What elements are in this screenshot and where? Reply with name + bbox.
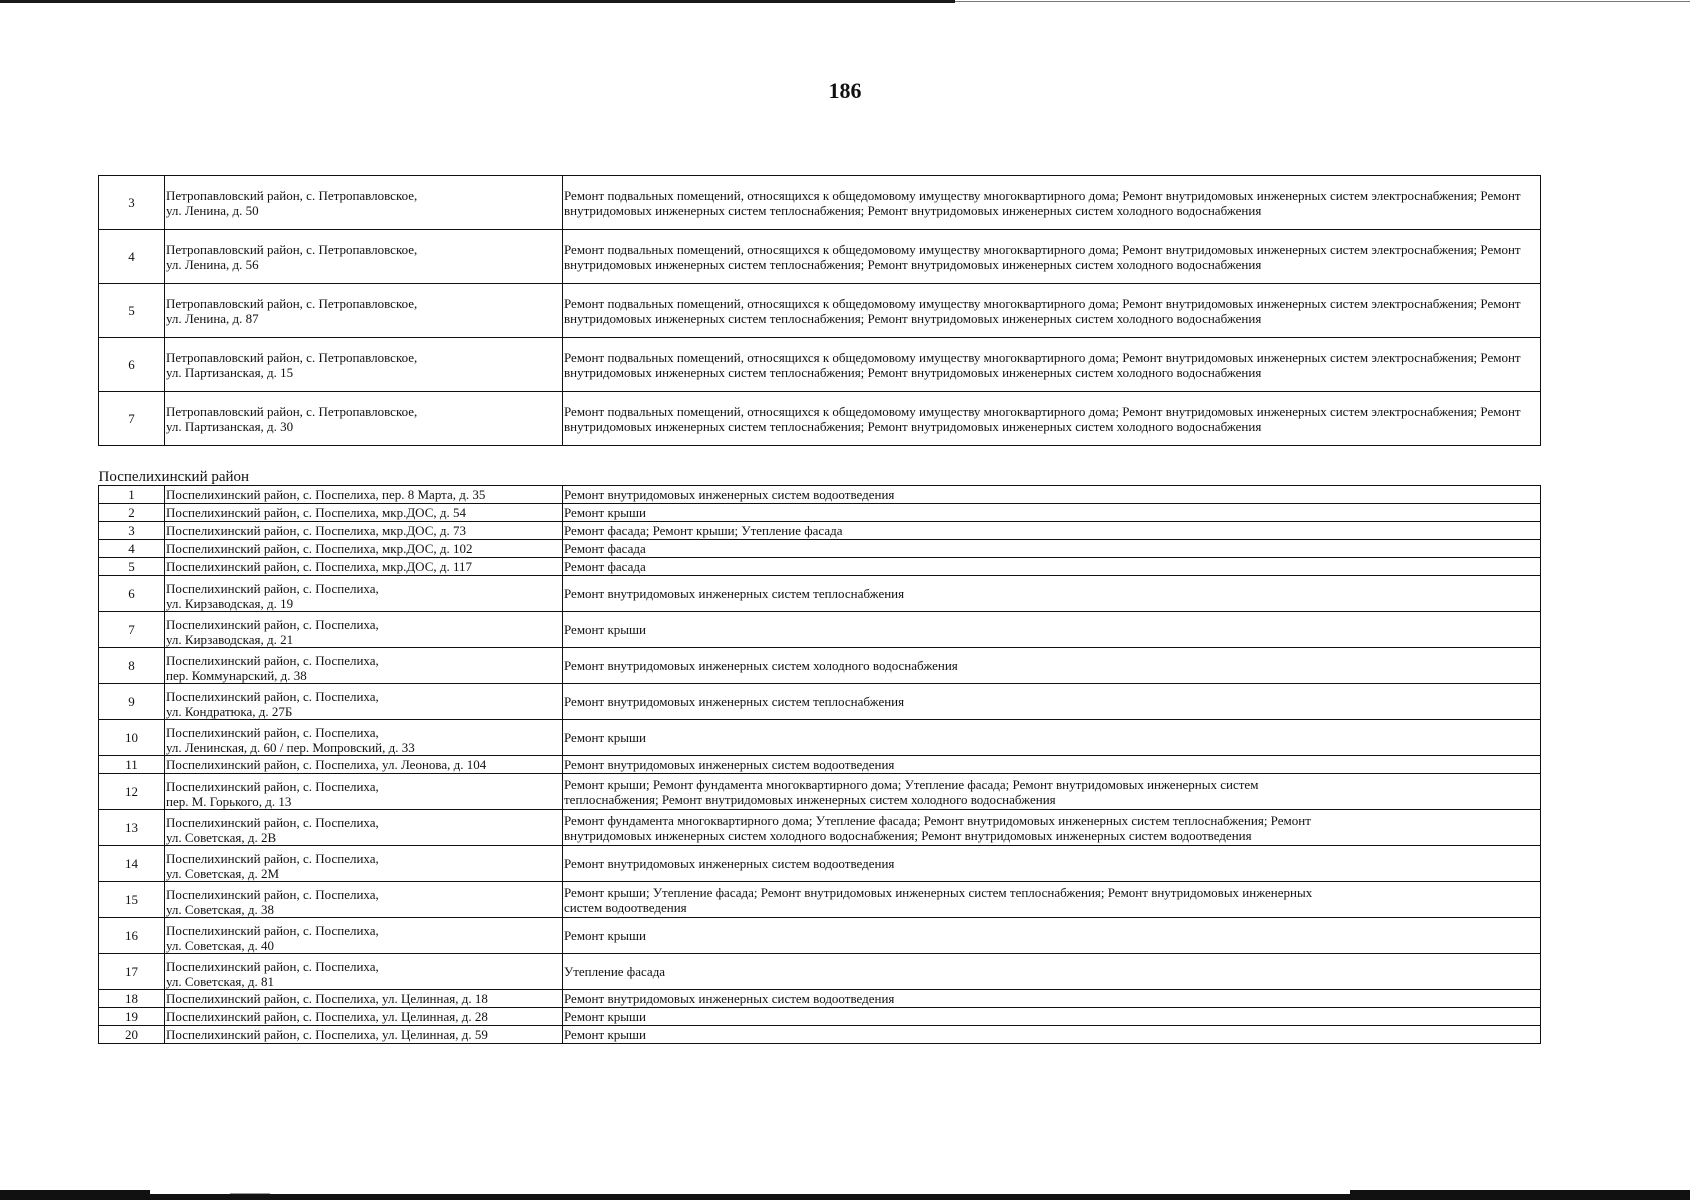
works-cell	[563, 486, 1541, 504]
table-row	[99, 918, 1541, 954]
address-line: ул. Советская, д. 40	[166, 938, 275, 953]
address-line: Поспелихинский район, с. Поспелиха, пер. 8 Марта, д. 35	[166, 487, 486, 502]
table-row	[99, 392, 1541, 446]
row-number: 7	[99, 612, 165, 648]
address-line: Поспелихинский район, с. Поспелиха,	[166, 887, 379, 902]
works-cell	[563, 648, 1541, 684]
works-line: Ремонт крыши	[564, 505, 646, 520]
works-line: Ремонт крыши; Ремонт фундамента многоквартирного дома; Утепление фасада; Ремонт внутридомовых инженерных систем	[564, 776, 1259, 792]
table-row	[99, 612, 1541, 648]
works-line: Ремонт фасада; Ремонт крыши; Утепление фасада	[564, 523, 843, 538]
address-line: ул. Кирзаводская, д. 21	[166, 632, 294, 647]
address-cell	[165, 990, 563, 1008]
address-line: Петропавловский район, с. Петропавловское,	[166, 349, 418, 365]
table-row	[99, 230, 1541, 284]
table-row	[99, 810, 1541, 846]
row-number: 3	[99, 522, 165, 540]
table-row	[99, 176, 1541, 230]
table-row	[99, 1008, 1541, 1026]
address-cell	[165, 612, 563, 648]
address-cell	[165, 284, 563, 338]
address-line: Поспелихинский район, с. Поспелиха, ул. Леонова, д. 104	[166, 757, 487, 772]
address-cell	[165, 810, 563, 846]
table-row	[99, 684, 1541, 720]
address-line: Поспелихинский район, с. Поспелиха,	[166, 959, 379, 974]
works-line: Ремонт крыши	[564, 1027, 646, 1042]
table-row	[99, 576, 1541, 612]
works-line: систем водоотведения	[564, 899, 687, 915]
table-row	[99, 882, 1541, 918]
address-line: Поспелихинский район, с. Поспелиха, мкр.ДОС, д. 73	[166, 523, 467, 538]
table-row	[99, 284, 1541, 338]
address-cell	[165, 684, 563, 720]
address-line: Поспелихинский район, с. Поспелиха, мкр.ДОС, д. 117	[166, 559, 473, 574]
works-line: Ремонт крыши; Утепление фасада; Ремонт внутридомовых инженерных систем теплоснабжения; Ремонт внутридомовых инженерных	[564, 884, 1313, 900]
row-number: 13	[99, 810, 165, 846]
works-cell: Ремонт подвальных помещений, относящихся к общедомовому имуществу многоквартирного дома; Ремонт внутридомовых инженерных систем электроснабжения; Ремонт внутридомовых инженерных систем теплоснабжения; Ремонт внутридомовых инженерных систем холодного водоснабжения	[563, 176, 1541, 230]
address-line: пер. Коммунарский, д. 38	[166, 668, 307, 683]
address-line: ул. Советская, д. 38	[166, 902, 275, 917]
address-line: ул. Партизанская, д. 15	[166, 364, 294, 380]
address-cell	[165, 774, 563, 810]
district-header-row	[99, 466, 1541, 486]
address-line: Поспелихинский район, с. Поспелиха, ул. Целинная, д. 59	[166, 1027, 488, 1042]
scan-mark	[230, 1193, 270, 1194]
scan-border-bottom-gap	[150, 1190, 1350, 1194]
table-row	[99, 522, 1541, 540]
address-cell	[165, 1008, 563, 1026]
address-cell	[165, 918, 563, 954]
works-line: теплоснабжения; Ремонт внутридомовых инженерных систем холодного водоснабжения	[564, 791, 1056, 807]
row-number: 6	[99, 576, 165, 612]
address-cell	[165, 230, 563, 284]
address-cell	[165, 1026, 563, 1044]
table-row	[99, 540, 1541, 558]
works-cell: Ремонт подвальных помещений, относящихся к общедомовому имуществу многоквартирного дома; Ремонт внутридомовых инженерных систем электроснабжения; Ремонт внутридомовых инженерных систем теплоснабжения; Ремонт внутридомовых инженерных систем холодного водоснабжения	[563, 230, 1541, 284]
row-number: 10	[99, 720, 165, 756]
address-cell	[165, 176, 563, 230]
row-number: 18	[99, 990, 165, 1008]
works-line: Ремонт крыши	[564, 622, 646, 637]
works-cell	[563, 846, 1541, 882]
address-cell	[165, 756, 563, 774]
row-number: 20	[99, 1026, 165, 1044]
row-number: 5	[99, 284, 165, 338]
scan-border-top-thin	[955, 1, 1690, 2]
works-line: Ремонт фундамента многоквартирного дома; Утепление фасада; Ремонт внутридомовых инженерных систем теплоснабжения; Ремонт	[564, 812, 1311, 828]
address-line: ул. Ленина, д. 56	[166, 256, 259, 272]
works-line: Ремонт внутридомовых инженерных систем водоотведения	[564, 487, 895, 502]
works-line: внутридомовых инженерных систем холодного водоснабжения; Ремонт внутридомовых инженерных систем водоотведения	[564, 827, 1252, 843]
address-line: Поспелихинский район, с. Поспелиха,	[166, 617, 379, 632]
address-line: Петропавловский район, с. Петропавловское,	[166, 403, 418, 419]
works-line: Ремонт внутридомовых инженерных систем теплоснабжения	[564, 586, 905, 601]
address-cell	[165, 576, 563, 612]
address-line: ул. Кирзаводская, д. 19	[166, 596, 294, 611]
works-line: Ремонт внутридомовых инженерных систем водоотведения	[564, 856, 895, 871]
row-number: 5	[99, 558, 165, 576]
works-line: Ремонт крыши	[564, 1009, 646, 1024]
address-line: Поспелихинский район, с. Поспелиха, мкр.ДОС, д. 54	[166, 505, 467, 520]
address-line: ул. Ленинская, д. 60 / пер. Мопровский, д. 33	[166, 740, 415, 755]
works-line: Ремонт фасада	[564, 541, 646, 556]
table-row	[99, 1026, 1541, 1044]
row-number: 19	[99, 1008, 165, 1026]
works-cell	[563, 540, 1541, 558]
works-line: Ремонт внутридомовых инженерных систем холодного водоснабжения	[564, 658, 958, 673]
works-line: Ремонт внутридомовых инженерных систем водоотведения	[564, 991, 895, 1006]
works-line: Утепление фасада	[564, 964, 666, 979]
works-cell	[563, 684, 1541, 720]
works-cell	[563, 504, 1541, 522]
address-line: Поспелихинский район, с. Поспелиха, ул. Целинная, д. 28	[166, 1009, 488, 1024]
table-row	[99, 774, 1541, 810]
table-row	[99, 954, 1541, 990]
address-line: ул. Ленина, д. 50	[166, 202, 259, 218]
address-cell	[165, 720, 563, 756]
district-title: Поспелихинский район	[98, 469, 250, 485]
works-cell: Ремонт подвальных помещений, относящихся к общедомовому имуществу многоквартирного дома; Ремонт внутридомовых инженерных систем электроснабжения; Ремонт внутридомовых инженерных систем теплоснабжения; Ремонт внутридомовых инженерных систем холодного водоснабжения	[563, 392, 1541, 446]
address-line: Поспелихинский район, с. Поспелиха,	[166, 653, 379, 668]
address-line: Петропавловский район, с. Петропавловское,	[166, 187, 418, 203]
address-line: ул. Кондратюка, д. 27Б	[166, 704, 293, 719]
page-number: 186	[828, 78, 862, 103]
works-cell	[563, 612, 1541, 648]
address-line: ул. Советская, д. 81	[166, 974, 275, 989]
table-row	[99, 504, 1541, 522]
table-row	[99, 558, 1541, 576]
row-number: 15	[99, 882, 165, 918]
works-cell	[563, 756, 1541, 774]
works-cell	[563, 810, 1541, 846]
address-cell	[165, 846, 563, 882]
address-line: Петропавловский район, с. Петропавловское,	[166, 295, 418, 311]
address-line: ул. Ленина, д. 87	[166, 310, 259, 326]
row-number: 8	[99, 648, 165, 684]
address-line: Поспелихинский район, с. Поспелиха,	[166, 923, 379, 938]
row-number: 11	[99, 756, 165, 774]
table-row	[99, 486, 1541, 504]
works-line: Ремонт фасада	[564, 559, 646, 574]
address-line: Поспелихинский район, с. Поспелиха,	[166, 689, 379, 704]
address-line: Поспелихинский район, с. Поспелиха,	[166, 779, 379, 794]
works-cell	[563, 990, 1541, 1008]
address-cell	[165, 392, 563, 446]
address-cell	[165, 522, 563, 540]
works-line: Ремонт внутридомовых инженерных систем водоотведения	[564, 757, 895, 772]
table-row	[99, 338, 1541, 392]
works-cell	[563, 1026, 1541, 1044]
row-number: 16	[99, 918, 165, 954]
works-line: Ремонт крыши	[564, 928, 646, 943]
address-line: ул. Партизанская, д. 30	[166, 418, 294, 434]
table-row	[99, 648, 1541, 684]
works-cell	[563, 558, 1541, 576]
row-number: 2	[99, 504, 165, 522]
works-cell	[563, 918, 1541, 954]
table-row	[99, 720, 1541, 756]
scan-border-top	[0, 0, 955, 3]
works-cell	[563, 882, 1541, 918]
works-cell	[563, 576, 1541, 612]
address-line: Поспелихинский район, с. Поспелиха,	[166, 851, 379, 866]
table-body	[99, 176, 1541, 1044]
address-cell	[165, 338, 563, 392]
address-line: Петропавловский район, с. Петропавловское,	[166, 241, 418, 257]
row-number: 12	[99, 774, 165, 810]
address-cell	[165, 540, 563, 558]
address-line: пер. М. Горького, д. 13	[166, 794, 292, 809]
address-line: Поспелихинский район, с. Поспелиха,	[166, 581, 379, 596]
row-number: 17	[99, 954, 165, 990]
row-number: 6	[99, 338, 165, 392]
works-cell	[563, 720, 1541, 756]
address-line: Поспелихинский район, с. Поспелиха,	[166, 815, 379, 830]
works-cell: Ремонт подвальных помещений, относящихся к общедомовому имуществу многоквартирного дома; Ремонт внутридомовых инженерных систем электроснабжения; Ремонт внутридомовых инженерных систем теплоснабжения; Ремонт внутридомовых инженерных систем холодного водоснабжения	[563, 338, 1541, 392]
address-cell	[165, 486, 563, 504]
address-line: Поспелихинский район, с. Поспелиха, мкр.ДОС, д. 102	[166, 541, 473, 556]
works-cell	[563, 954, 1541, 990]
address-line: ул. Советская, д. 2В	[166, 830, 277, 845]
row-number: 4	[99, 540, 165, 558]
works-line: Ремонт внутридомовых инженерных систем теплоснабжения	[564, 694, 905, 709]
repair-register-table	[98, 175, 1541, 1044]
row-number: 7	[99, 392, 165, 446]
table-row	[99, 990, 1541, 1008]
works-cell	[563, 774, 1541, 810]
row-number: 4	[99, 230, 165, 284]
table-row	[99, 756, 1541, 774]
works-cell: Ремонт подвальных помещений, относящихся к общедомовому имуществу многоквартирного дома; Ремонт внутридомовых инженерных систем электроснабжения; Ремонт внутридомовых инженерных систем теплоснабжения; Ремонт внутридомовых инженерных систем холодного водоснабжения	[563, 284, 1541, 338]
works-cell	[563, 522, 1541, 540]
works-cell	[563, 1008, 1541, 1026]
row-number: 1	[99, 486, 165, 504]
address-cell	[165, 504, 563, 522]
spacer-row	[99, 446, 1541, 467]
row-number: 9	[99, 684, 165, 720]
address-cell	[165, 882, 563, 918]
address-line: Поспелихинский район, с. Поспелиха,	[166, 725, 379, 740]
address-cell	[165, 954, 563, 990]
address-cell	[165, 648, 563, 684]
works-line: Ремонт крыши	[564, 730, 646, 745]
address-line: ул. Советская, д. 2М	[166, 866, 280, 881]
address-line: Поспелихинский район, с. Поспелиха, ул. Целинная, д. 18	[166, 991, 488, 1006]
table-row	[99, 846, 1541, 882]
address-cell	[165, 558, 563, 576]
row-number: 3	[99, 176, 165, 230]
row-number: 14	[99, 846, 165, 882]
